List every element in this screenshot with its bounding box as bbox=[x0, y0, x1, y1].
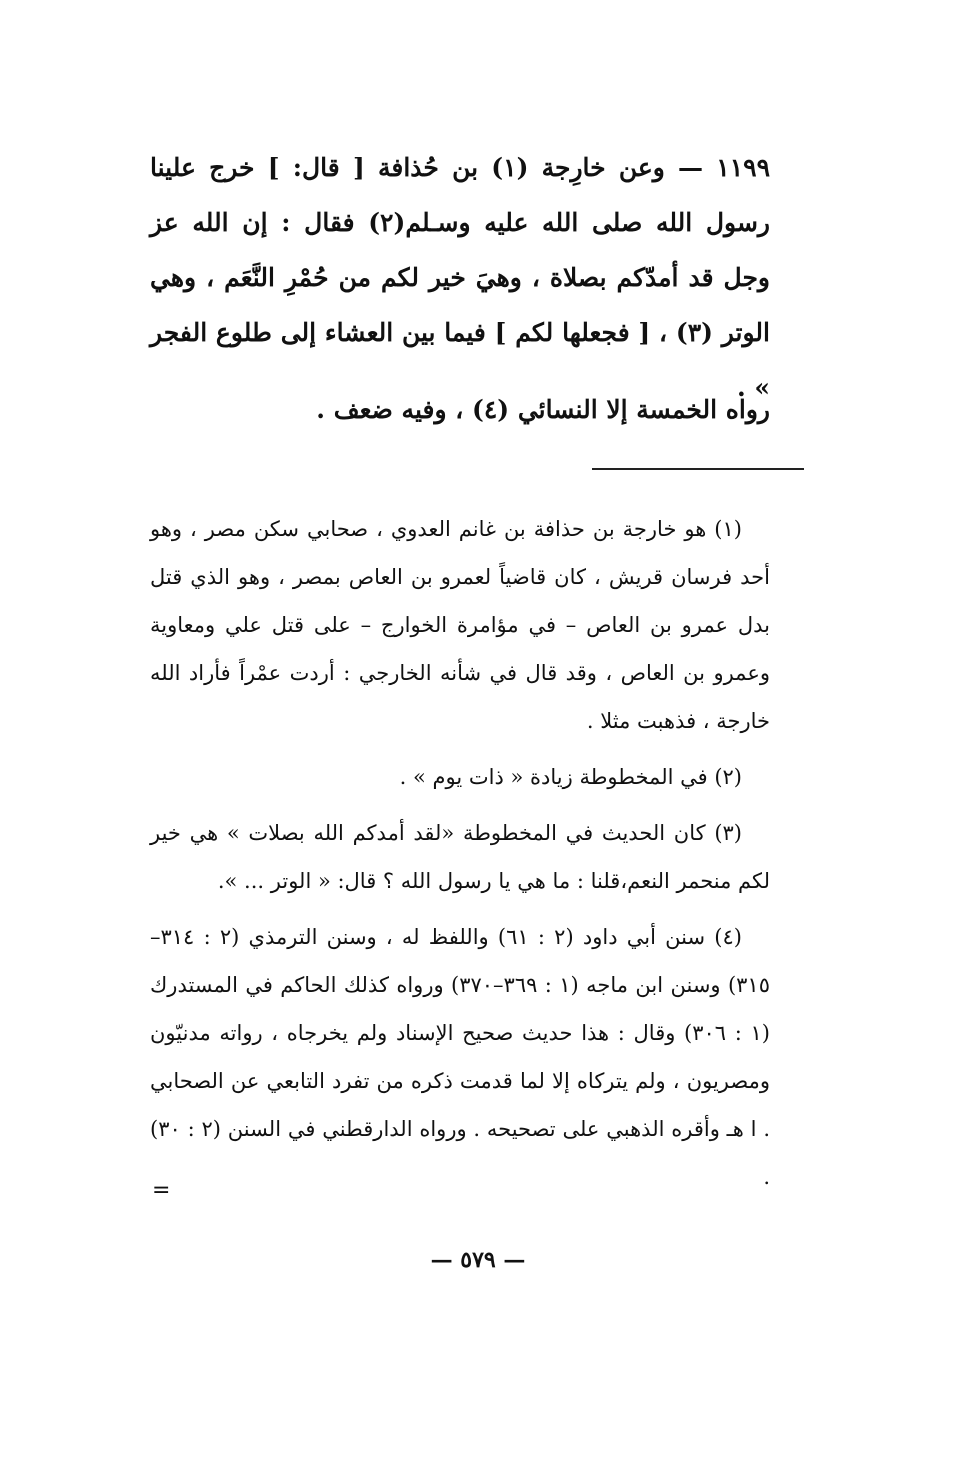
source-text: رواه الخمسة إلا النسائي (٤) ، وفيه ضعف . bbox=[316, 395, 770, 424]
footnote-divider bbox=[592, 468, 804, 470]
footnote-1: (١) هو خارجة بن حذافة بن غانم العدوي ، صحابي سكن مصر ، وهو أحد فرسان قريش ، كان قاضياً لعمرو بن العاص بمصر ، وهو الذي قتل بدل عمرو بن العاص – في مؤامرة الخوارج – على قتل علي ومعاوية وعمرو بن العاص ، وقد قال في شأنه الخارجي : أردت عمْراً فأراد الله خارجة ، فذهبت مثلا . bbox=[150, 517, 770, 733]
footnotes-section bbox=[150, 505, 770, 1209]
hadith-paragraph bbox=[150, 140, 770, 415]
footnote-2: (٢) في المخطوطة زيادة « ذات يوم » . bbox=[399, 765, 742, 789]
footnote-3: (٣) كان الحديث في المخطوطة «لقد أمدكم الله بصلات » هي خير لكم منحمر النعم،قلنا : ما هي يا رسول الله ؟ قال: « الوتر ... ». bbox=[150, 821, 770, 893]
footnote-4: (٤) سنن أبي داود (٢ : ٦١) واللفظ له ، وسنن الترمذي (٢ : ٣١٤–٣١٥) وسنن ابن ماجه (١ : ٣٦٩–٣٧٠) ورواه كذلك الحاكم في المستدرك (١ : ٣٠٦) وقال : هذا حديث صحيح الإسناد ولم يخرجاه ، رواته مدنيّون ومصريون ، ولم يتركاه إلا لما قدمت ذكره من تفرد التابعي عن الصحابي . ا هـ وأقره الذهبي على تصحيحه . ورواه الدارقطني في السنن (٢ : ٣٠) . bbox=[150, 925, 770, 1189]
hadith-source bbox=[150, 382, 770, 437]
hadith-text: ١١٩٩ — وعن خارِجة (١) بن حُذافة [ قال: ] خرج علينا رسول الله صلى الله عليه وسـلم(٢) فقال : إن الله عز وجل قد أمدّكم بصلاة ، وهيَ خير لكم من حُمْرِ النَّعَم ، وهي الوتر (٣) ، [ فجعلها لكم ] فيما بين العشاء إلى طلوع الفجر » . bbox=[150, 153, 770, 402]
page-number: — ٥٧٩ — bbox=[430, 1247, 526, 1273]
continuation-mark: = bbox=[152, 1178, 171, 1203]
